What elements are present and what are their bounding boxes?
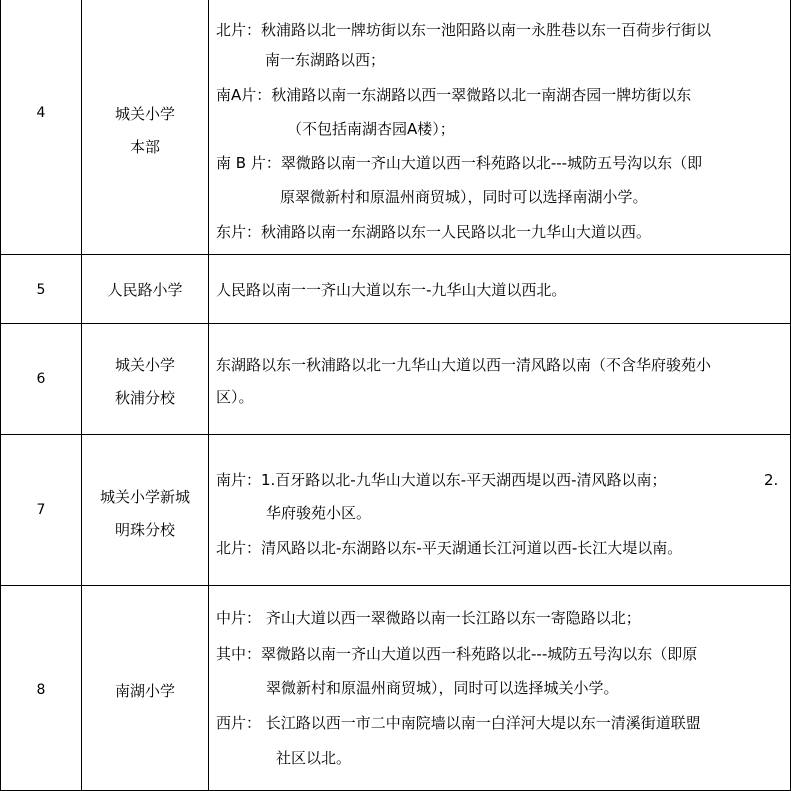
row-divider bbox=[0, 434, 791, 435]
row-number: 8 bbox=[36, 682, 46, 698]
school-name: 南湖小学 bbox=[114, 682, 175, 700]
school-name: 人民路小学 bbox=[107, 281, 183, 299]
column-divider bbox=[208, 0, 209, 791]
row-number: 6 bbox=[36, 371, 46, 387]
row-divider bbox=[0, 323, 791, 324]
school-district-table: 4 城关小学 本部 北片：秋浦路以北一牌坊街以东一池阳路以南一永胜巷以东一百荷步行街以 南一东湖路以西； 南A片：秋浦路以南一东湖路以西一翠微路以北一南湖杏园一牌坊街以东 （不包括南湖杏园A楼）； 南 B 片：翠微路以南一齐山大道以西一科苑路以北---城防五号沟以东（即 原翠微新村和原温州商贸城），同时可以选择南湖小学。 东片：秋浦路以南一东湖路以东一人民路以北一九华山大道以西。 5 人民路小学 人民路以南一一齐山大道以东一-九华山大道以西北。 6 城关小学 秋浦分校 东湖路以东一秋浦路以北一九华山大道以西一清风路以南（不含华府骏苑小 区）。 7 城关小学新城 明珠分校 南片：1.百牙路以北-九华山大道以东-平天湖西堤以西-清风路以南； 2. 华府骏苑小区。 北片：清风路以北-东湖路以东-平天湖通长江河道以西-长江大堤以南。 8 南湖小学 中片： 齐山大道以西一翠微路以南一长江路以东一寄隐路以北； 其中：翠微路以南一齐山大道以西一科苑路以北---城防五号沟以东（即原 翠微新村和原温州商贸城），同时可以选择城关小学。 西片： 长江路以西一市二中南院墙以南一白洋河大堤以东一清溪街道联盟 社区以北。 bbox=[0, 0, 791, 791]
school-name: 城关小学 本部 bbox=[114, 105, 175, 156]
row-divider bbox=[0, 585, 791, 586]
row-number: 7 bbox=[36, 502, 46, 518]
school-name: 城关小学 秋浦分校 bbox=[114, 356, 175, 407]
row-number: 5 bbox=[36, 282, 46, 298]
school-name: 城关小学新城 明珠分校 bbox=[99, 488, 190, 539]
row-divider bbox=[0, 254, 791, 255]
row-number: 4 bbox=[36, 105, 46, 121]
